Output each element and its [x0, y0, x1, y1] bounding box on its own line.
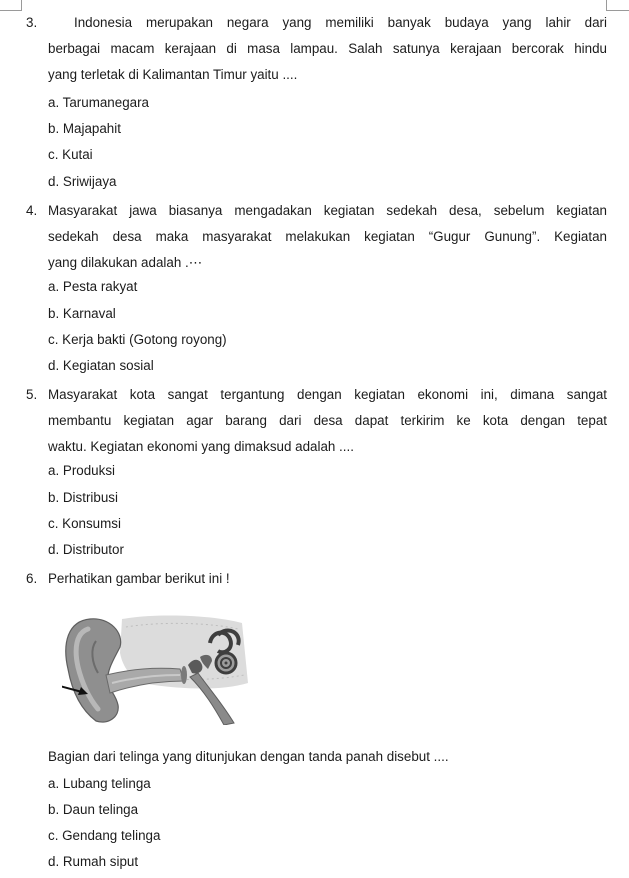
option-d: d. Sriwijaya — [48, 174, 117, 189]
stem-line: berbagai macam kerajaan di masa lampau. Salah satunya kerajaan bercorak hindu — [48, 41, 607, 56]
stem-line: sedekah desa maka masyarakat melakukan kegiatan “Gugur Gunung”. Kegiatan — [48, 229, 607, 244]
stem-line: Masyarakat jawa biasanya mengadakan kegiatan sedekah desa, sebelum kegiatan — [48, 203, 607, 218]
question-number: 5. — [26, 387, 38, 402]
stem-line: Indonesia merupakan negara yang memiliki banyak budaya yang lahir dari — [74, 15, 607, 30]
question-number: 3. — [26, 15, 38, 30]
option-c: c. Konsumsi — [48, 516, 121, 531]
option-a: a. Produksi — [48, 463, 115, 478]
option-c: c. Gendang telinga — [48, 828, 161, 843]
stem-line: Perhatikan gambar berikut ini ! — [48, 571, 230, 586]
option-b: b. Karnaval — [48, 306, 116, 321]
option-a: a. Lubang telinga — [48, 776, 151, 791]
ear-anatomy-illustration — [62, 613, 254, 725]
option-d: d. Distributor — [48, 542, 124, 557]
option-d: d. Rumah siput — [48, 854, 139, 869]
question-number: 6. — [26, 571, 38, 586]
question-stem — [48, 10, 607, 88]
question-stem — [48, 382, 607, 460]
option-a: a. Pesta rakyat — [48, 279, 138, 294]
stem-line: yang terletak di Kalimantan Timur yaitu .... — [48, 67, 298, 82]
stem-line: membantu kegiatan agar barang dari desa dapat terkirim ke kota dengan tepat — [48, 413, 607, 428]
question-stem — [48, 198, 607, 276]
option-b: b. Distribusi — [48, 490, 118, 505]
option-a: a. Tarumanegara — [48, 95, 149, 110]
option-c: c. Kutai — [48, 147, 93, 162]
option-d: d. Kegiatan sosial — [48, 358, 154, 373]
option-b: b. Daun telinga — [48, 802, 139, 817]
option-b: b. Majapahit — [48, 121, 121, 136]
stem-line: Masyarakat kota sangat tergantung dengan kegiatan ekonomi ini, dimana sangat — [48, 387, 607, 402]
stem-line: yang dilakukan adalah .⋯ — [48, 255, 203, 270]
figure-question-text: Bagian dari telinga yang ditunjukan dengan tanda panah disebut .... — [48, 749, 449, 764]
option-c: c. Kerja bakti (Gotong royong) — [48, 332, 227, 347]
stem-line: waktu. Kegiatan ekonomi yang dimaksud adalah .... — [48, 439, 354, 454]
question-stem — [48, 566, 607, 592]
question-number: 4. — [26, 203, 38, 218]
